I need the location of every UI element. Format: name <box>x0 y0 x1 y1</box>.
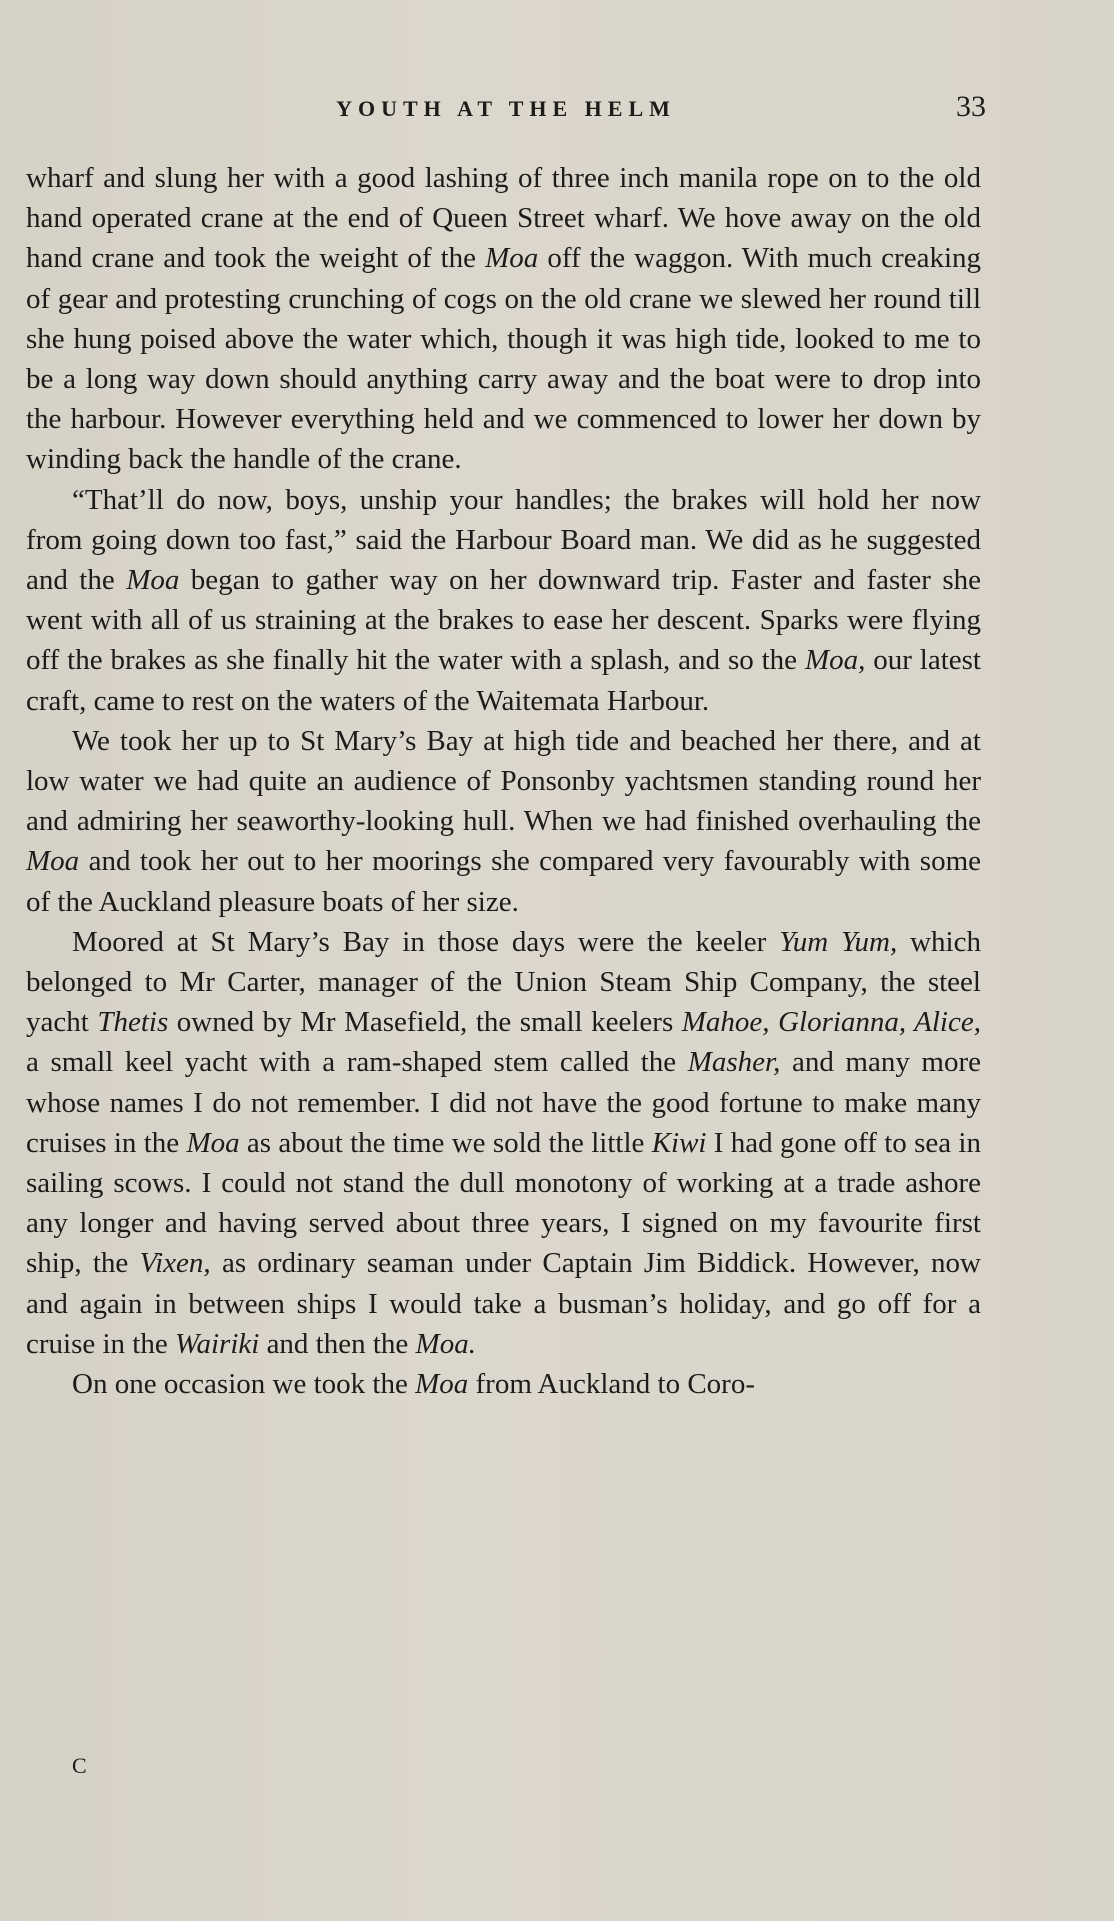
text-span: our latest craft, came to rest on the waters of the Waitemata Harbour. <box>26 644 981 717</box>
text-span: began to gather way on her downward trip. Faster and faster she went with all of us straining at the brakes to ease her descent. Sparks were flying off the brakes as she finally hit the water with a splash, and so the <box>26 564 981 677</box>
italic-span: Yum Yum, <box>779 925 898 958</box>
italic-span: Wairiki <box>174 1327 260 1360</box>
text-span: owned by Mr Masefield, the small keelers <box>168 1006 682 1039</box>
text-span: Moored at St Mary’s Bay in those days were the keeler <box>72 925 780 958</box>
paragraph <box>26 480 981 721</box>
paragraph <box>26 922 981 1364</box>
italic-span: Moa <box>26 845 80 878</box>
text-span: I had gone off to sea in sailing scows. I could not stand the dull monotony of working at a trade ashore any longer and having served about three years, I signed on my favourite first ship, the <box>26 1126 981 1280</box>
italic-span: Mahoe, Glorianna, Alice, <box>681 1006 981 1039</box>
signature-mark: C <box>72 1753 88 1778</box>
text-span: as ordinary seaman under Captain Jim Biddick. However, now and again in between ships I would take a busman’s holiday, and go off for a cruise in the <box>26 1247 981 1360</box>
italic-span: Moa <box>126 564 180 597</box>
text-span: as about the time we sold the little <box>239 1126 652 1159</box>
text-span: wharf and slung her with a good lashing of three inch manila rope on to the old hand operated crane at the end of Queen Street wharf. We hove away on the old hand crane and took the weight of the <box>26 162 981 275</box>
italic-span: Kiwi <box>651 1126 707 1159</box>
page-header <box>26 90 986 130</box>
text-span: and took her out to her moorings she compared very favourably with some of the Auckland pleasure boats of her size. <box>26 845 981 918</box>
italic-span: Moa <box>415 1368 469 1401</box>
text-span: a small keel yacht with a ram-shaped stem called the <box>26 1046 688 1079</box>
italic-span: Masher, <box>687 1046 781 1079</box>
text-span: We took her up to St Mary’s Bay at high tide and beached her there, and at low water we had quite an audience of Ponsonby yachtsmen standing round her and admiring her seaworthy-looking hull. When we had finished overhauling the <box>26 724 981 838</box>
text-span: and then the <box>259 1327 416 1360</box>
paragraph <box>26 721 981 922</box>
italic-span: Moa, <box>804 644 866 677</box>
italic-span: Moa. <box>415 1327 476 1360</box>
italic-span: Thetis <box>97 1006 169 1039</box>
text-span: off the waggon. With much creaking of gear and protesting crunching of cogs on the old crane we slewed her round till she hung poised above the water which, though it was high tide, looked to me to be a long way down should anything carry away and the boat were to drop into the harbour. However everything held and we commenced to lower her down by winding back the handle of the crane. <box>26 242 982 476</box>
running-title: YOUTH AT THE HELM <box>336 96 676 121</box>
text-span: On one occasion we took the <box>72 1368 416 1401</box>
text-span: and many more whose names I do not remember. I did not have the good fortune to make many cruises in the <box>26 1046 981 1159</box>
body-text <box>26 158 981 1404</box>
italic-span: Moa <box>186 1126 240 1159</box>
italic-span: Moa <box>485 242 539 275</box>
italic-span: Vixen, <box>139 1247 211 1280</box>
paragraph <box>26 158 981 480</box>
text-span: “That’ll do now, boys, unship your handles; the brakes will hold her now from going down too fast,” said the Harbour Board man. We did as he suggested and the <box>26 483 981 597</box>
paragraph <box>26 1364 981 1404</box>
text-span: from Auckland to Coro- <box>468 1368 755 1401</box>
page-number: 33 <box>956 90 986 123</box>
text-span: which belonged to Mr Carter, manager of the Union Steam Ship Company, the steel yacht <box>26 925 981 1039</box>
